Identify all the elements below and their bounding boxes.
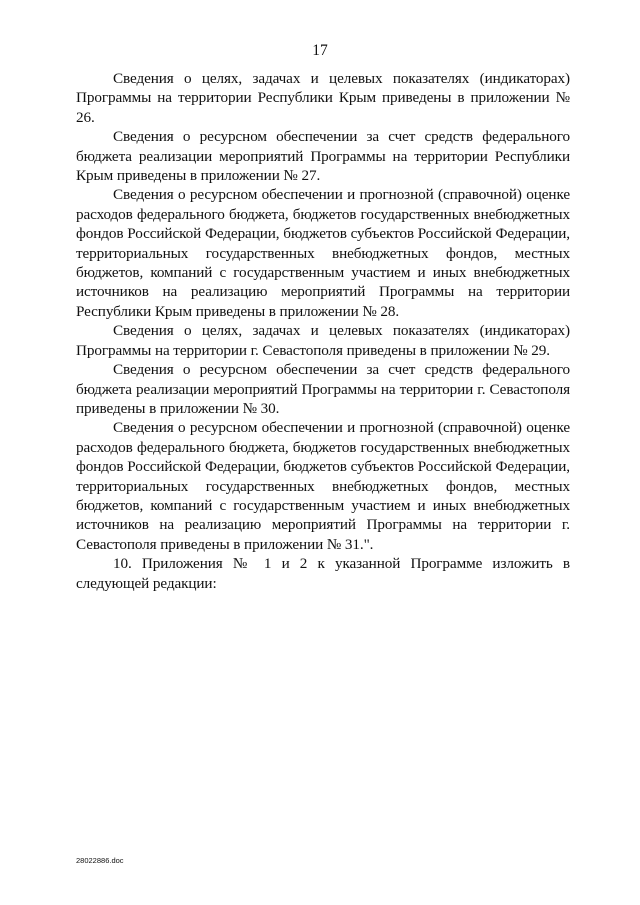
document-body bbox=[76, 69, 570, 593]
paragraph-crimea-goals: Сведения о целях, задачах и целевых показателях (индикаторах) Программы на территории Республики Крым приведены в приложении № 26. bbox=[76, 70, 570, 126]
paragraph-appendices-amendment: 10. Приложения № 1 и 2 к указанной Программе изложить в следующей редакции: bbox=[76, 555, 570, 592]
paragraph-sevastopol-forecast-funding: Сведения о ресурсном обеспечении и прогнозной (справочной) оценке расходов федерального бюджета, бюджетов государственных внебюджетных фондов Российской Федерации, бюджетов субъектов Российской Федерации, территориальных государственных внебюджетных фондов, местных бюджетов, компаний с государственным участием и иных внебюджетных источников на реализацию мероприятий Программы на территории г. Севастополя приведены в приложении № 31.". bbox=[76, 419, 570, 553]
paragraph-sevastopol-goals: Сведения о целях, задачах и целевых показателях (индикаторах) Программы на территории г. Севастополя приведены в приложении № 29. bbox=[76, 322, 570, 359]
paragraph-crimea-forecast-funding: Сведения о ресурсном обеспечении и прогнозной (справочной) оценке расходов федерального бюджета, бюджетов государственных внебюджетных фондов Российской Федерации, бюджетов субъектов Российской Федерации, территориальных государственных внебюджетных фондов, местных бюджетов, компаний с государственным участием и иных внебюджетных источников на реализацию мероприятий Программы на территории Республики Крым приведены в приложении № 28. bbox=[76, 186, 570, 320]
paragraph-sevastopol-federal-funding: Сведения о ресурсном обеспечении за счет средств федерального бюджета реализации мероприятий Программы на территории г. Севастополя приведены в приложении № 30. bbox=[76, 361, 570, 417]
document-file-code: 28022886.doc bbox=[76, 856, 124, 865]
page-number: 17 bbox=[312, 42, 328, 59]
paragraph-crimea-federal-funding: Сведения о ресурсном обеспечении за счет средств федерального бюджета реализации мероприятий Программы на территории Республики Крым приведены в приложении № 27. bbox=[76, 128, 570, 185]
